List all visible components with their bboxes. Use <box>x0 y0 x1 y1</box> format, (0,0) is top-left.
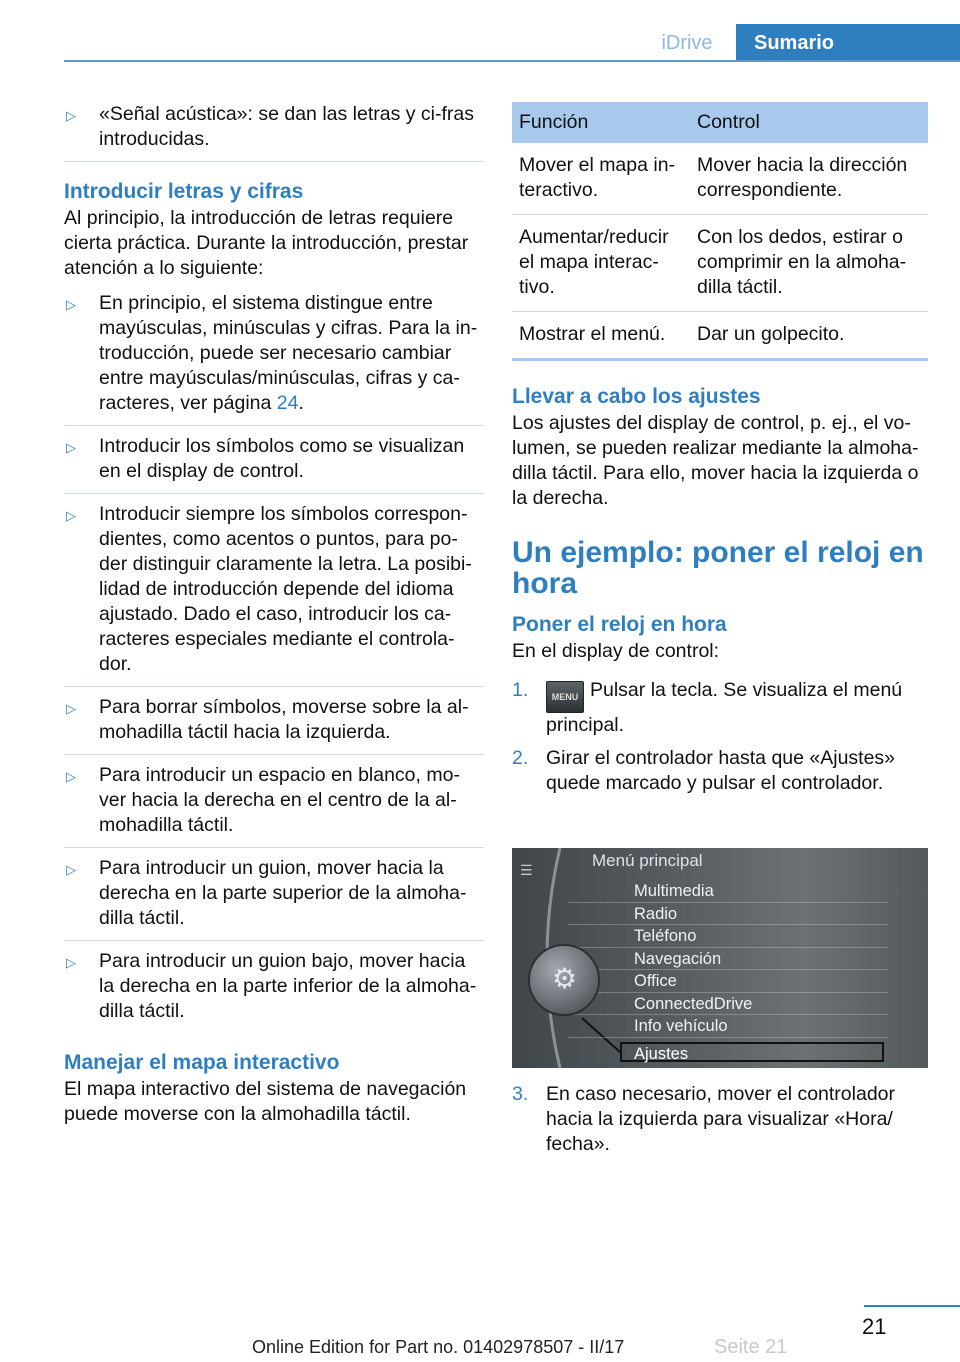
function-control-table <box>512 102 928 361</box>
list-item <box>64 291 484 426</box>
section-title: Manejar el mapa interactivo <box>64 1051 340 1074</box>
controller-knob <box>528 944 600 1016</box>
step-text: Girar el controlador hasta que «Ajustes» quede marcado y pulsar el controlador. <box>546 747 896 794</box>
page-link[interactable]: 24 <box>276 392 299 414</box>
step-item <box>512 746 928 796</box>
list-icon: ☰ <box>520 862 533 878</box>
step-text: En caso necesario, mover el controlador hacia la izquierda para visualizar «Hora/ fecha». <box>546 1083 896 1155</box>
table-row <box>512 143 928 215</box>
watermark: Seite 21 <box>714 1336 788 1358</box>
section-text: Al principio, la introducción de letras requiere cierta práctica. Durante la introducción, prestar atención a lo siguiente: <box>64 207 469 279</box>
step-text: Pulsar la tecla. Se visualiza el menú principal. <box>546 679 903 736</box>
header-rule <box>64 60 960 62</box>
section-text: Los ajustes del display de control, p. ej., el vo-lumen, se pueden realizar mediante la almoha-dilla táctil. Para ello, mover hacia la izquierda o la derecha. <box>512 412 919 509</box>
steps-list <box>512 678 928 796</box>
section-title: Llevar a cabo los ajustes <box>512 385 761 408</box>
menu-item-info-vehiculo[interactable]: Info vehículo <box>568 1015 888 1038</box>
table-cell: Dar un golpecito. <box>690 312 928 360</box>
list-item <box>64 856 484 941</box>
table-cell: Aumentar/reducir el mapa interac-tivo. <box>512 215 690 312</box>
table-cell: Mover hacia la dirección correspondiente. <box>690 143 928 215</box>
list-item <box>64 695 484 755</box>
list-item <box>64 502 484 687</box>
triangle-bullet-icon: ▷ <box>66 108 76 123</box>
section-text: En el display de control: <box>512 640 720 662</box>
triangle-bullet-icon: ▷ <box>66 769 76 784</box>
table-cell: Mover el mapa in-teractivo. <box>512 143 690 215</box>
triangle-bullet-icon: ▷ <box>66 701 76 716</box>
table-cell: Con los dedos, estirar o comprimir en la almoha-dilla táctil. <box>690 215 928 312</box>
table-cell: Mostrar el menú. <box>512 312 690 360</box>
section-text: El mapa interactivo del sistema de navegación puede moverse con la almohadilla táctil. <box>64 1078 467 1125</box>
tab-idrive[interactable]: iDrive <box>661 32 713 54</box>
list-item <box>64 949 484 1033</box>
bullet-text: En principio, el sistema distingue entre mayúsculas, minúsculas y cifras. Para la in-troducción, puede ser necesario cambiar entre mayúsculas/minúsculas, cifras y ca-racteres, ver página <box>99 292 478 414</box>
intro-list <box>64 102 484 162</box>
menu-key-icon: MENU <box>546 681 584 713</box>
bullet-text: Introducir siempre los símbolos correspon-dientes, como acentos o puntos, para po-der distinguir claramente la letra. La posibi-lidad de introducción depende del idioma ajustado. Dado el caso, introducir los ca-racteres especiales mediante el controla-dor. <box>99 503 472 675</box>
edition-line: Online Edition for Part no. 01402978507 - II/17 <box>252 1337 625 1357</box>
bullet-text: Introducir los símbolos como se visualizan en el display de control. <box>99 435 465 482</box>
footer-rule <box>864 1305 960 1307</box>
triangle-bullet-icon: ▷ <box>66 440 76 455</box>
menu-item-multimedia[interactable]: Multimedia <box>568 880 888 903</box>
list-item <box>64 434 484 494</box>
step-item <box>512 1082 928 1157</box>
chapter-title: Un ejemplo: poner el reloj en hora <box>512 536 924 600</box>
step3-block <box>512 1082 928 1165</box>
bullet-text: Para introducir un espacio en blanco, mo-ver hacia la derecha en el centro de la al-mohadilla táctil. <box>99 764 460 836</box>
triangle-bullet-icon: ▷ <box>66 297 76 312</box>
step-item <box>512 678 928 738</box>
table-row <box>512 215 928 312</box>
menu-item-connecteddrive[interactable]: ConnectedDrive <box>568 993 888 1016</box>
right-column <box>512 102 928 804</box>
triangle-bullet-icon: ▷ <box>66 508 76 523</box>
menu-item-office[interactable]: Office <box>568 970 888 993</box>
menu-item-telefono[interactable]: Teléfono <box>568 925 888 948</box>
menu-item-navegacion[interactable]: Navegación <box>568 948 888 971</box>
screen-title: Menú principal <box>592 851 703 870</box>
menu-item-ajustes-selected[interactable]: Ajustes <box>620 1042 884 1062</box>
menu-list <box>568 880 888 1038</box>
triangle-bullet-icon: ▷ <box>66 955 76 970</box>
menu-item-radio[interactable]: Radio <box>568 903 888 926</box>
bullet-text: «Señal acústica»: se dan las letras y ci-fras introducidas. <box>99 103 475 150</box>
list-item <box>64 102 484 162</box>
step-number: 3. <box>512 1083 529 1105</box>
gear-icon: ⚙ <box>552 963 578 994</box>
page-number: 21 <box>862 1314 887 1339</box>
step-number: 1. <box>512 679 529 701</box>
section-title: Introducir letras y cifras <box>64 180 304 203</box>
bullet-text: Para borrar símbolos, moverse sobre la al-mohadilla táctil hacia la izquierda. <box>99 696 469 743</box>
steps-list <box>512 1082 928 1157</box>
left-column <box>64 102 484 1127</box>
triangle-bullet-icon: ▷ <box>66 862 76 877</box>
step-number: 2. <box>512 747 529 769</box>
section-title: Poner el reloj en hora <box>512 613 727 636</box>
bullet-text: Para introducir un guion, mover hacia la derecha en la parte superior de la almoha-dilla táctil. <box>99 857 467 929</box>
bullet-text: Para introducir un guion bajo, mover hacia la derecha en la parte inferior de la almoha-dilla táctil. <box>99 950 477 1022</box>
table-header-control: Control <box>690 102 928 143</box>
input-tips-list <box>64 291 484 1033</box>
bullet-text-end: . <box>298 392 304 414</box>
list-item <box>64 763 484 848</box>
table-row <box>512 312 928 360</box>
table-header-function: Función <box>512 102 690 143</box>
tab-sumario[interactable]: Sumario <box>736 24 960 62</box>
main-menu-screenshot <box>512 848 928 1068</box>
